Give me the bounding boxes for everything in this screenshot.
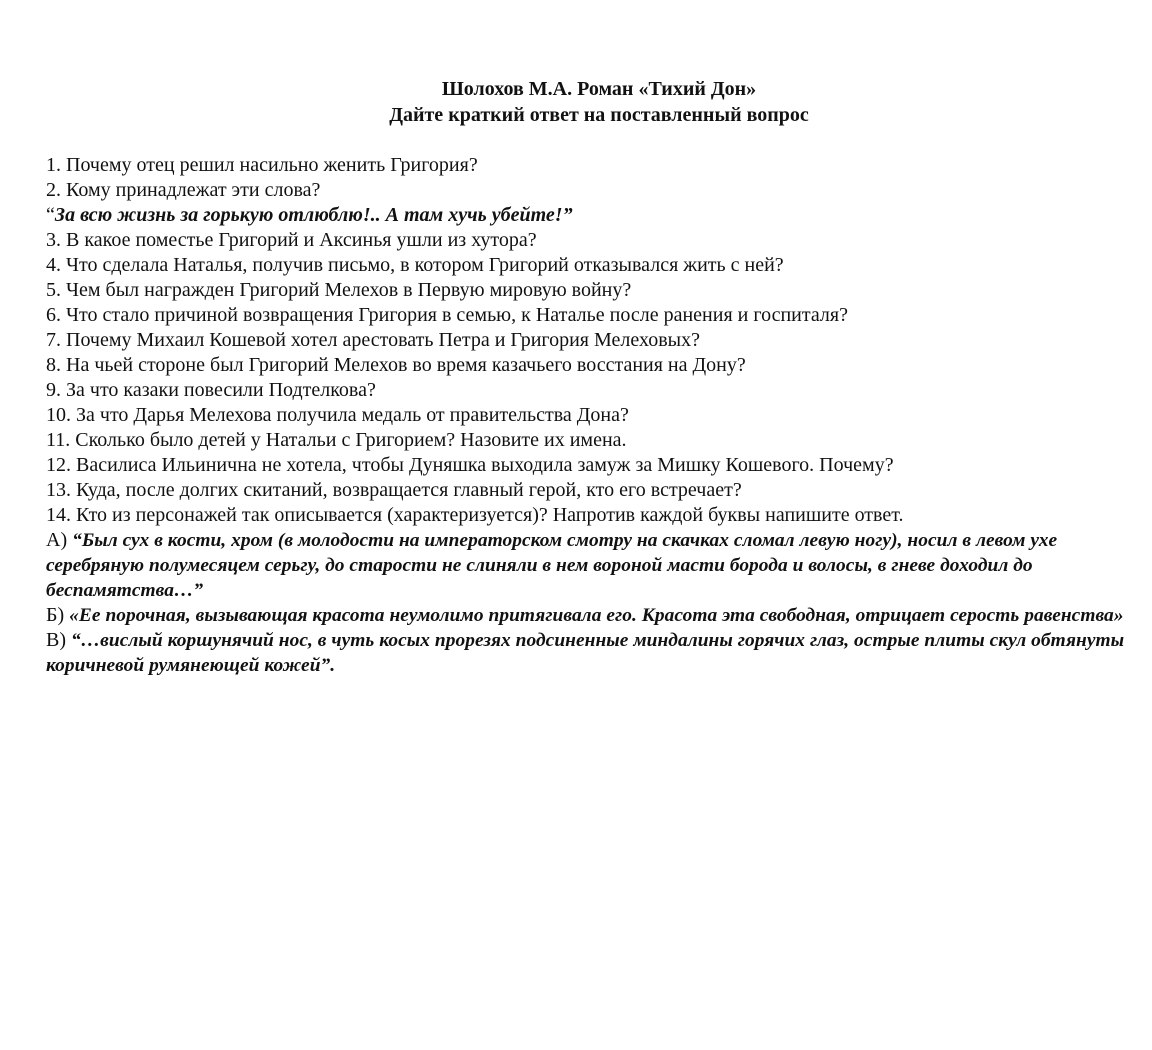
question-8: 8. На чьей стороне был Григорий Мелехов во время казачьего восстания на Дону? bbox=[46, 354, 746, 376]
description-b bbox=[46, 603, 1152, 628]
question-10: 10. За что Дарья Мелехова получила медаль от правительства Дона? bbox=[46, 404, 629, 426]
question-4: 4. Что сделала Наталья, получив письмо, в котором Григорий отказывался жить с ней? bbox=[46, 254, 784, 276]
question-1: 1. Почему отец решил насильно женить Григория? bbox=[46, 154, 478, 176]
question-12: 12. Василиса Ильинична не хотела, чтобы Дуняшка выходила замуж за Мишку Кошевого. Почему? bbox=[46, 454, 894, 476]
document-subtitle: Дайте краткий ответ на поставленный вопрос bbox=[389, 104, 809, 126]
question-3: 3. В какое поместье Григорий и Аксинья ушли из хутора? bbox=[46, 229, 537, 251]
question-9: 9. За что казаки повесили Подтелкова? bbox=[46, 379, 376, 401]
question-6: 6. Что стало причиной возвращения Григория в семью, к Наталье после ранения и госпиталя? bbox=[46, 304, 848, 326]
description-a bbox=[46, 528, 1152, 603]
description-letter: Б) bbox=[46, 604, 65, 626]
question-7: 7. Почему Михаил Кошевой хотел арестовать Петра и Григория Мелеховых? bbox=[46, 329, 700, 351]
question-list bbox=[46, 153, 1152, 678]
quote-open-mark: “ bbox=[46, 204, 55, 226]
question-13: 13. Куда, после долгих скитаний, возвращается главный герой, кто его встречает? bbox=[46, 479, 742, 501]
description-text: «Ее порочная, вызывающая красота неумолимо притягивала его. Красота эта свободная, отрицает серость равенства» bbox=[69, 605, 1124, 626]
description-text: “Был сух в кости, хром (в молодости на императорском смотру на скачках сломал левую ногу), носил в левом ухе серебряную полумесяцем серьгу, до старости не слиняли в нем вороной масти борода и волосы, в гневе доходил до беспамятства…” bbox=[46, 530, 1058, 601]
question-14: 14. Кто из персонажей так описывается (характеризуется)? Напротив каждой буквы напишите ответ. bbox=[46, 504, 904, 526]
description-letter: А) bbox=[46, 529, 68, 551]
document-header bbox=[0, 76, 1152, 128]
description-text: “…вислый коршунячий нос, в чуть косых прорезях подсиненные миндалины горячих глаз, острые плиты скул обтянуты коричневой румянеющей кожей”. bbox=[46, 630, 1125, 676]
question-2-quote bbox=[46, 203, 1152, 228]
question-2: 2. Кому принадлежат эти слова? bbox=[46, 179, 321, 201]
quote-text: За всю жизнь за горькую отлюблю!.. А там хучь убейте!” bbox=[54, 204, 573, 226]
description-letter: В) bbox=[46, 629, 66, 651]
document-title: Шолохов М.А. Роман «Тихий Дон» bbox=[441, 78, 757, 100]
question-5: 5. Чем был награжден Григорий Мелехов в Первую мировую войну? bbox=[46, 279, 632, 301]
description-c bbox=[46, 628, 1152, 678]
question-11: 11. Сколько было детей у Натальи с Григорием? Назовите их имена. bbox=[46, 429, 627, 451]
